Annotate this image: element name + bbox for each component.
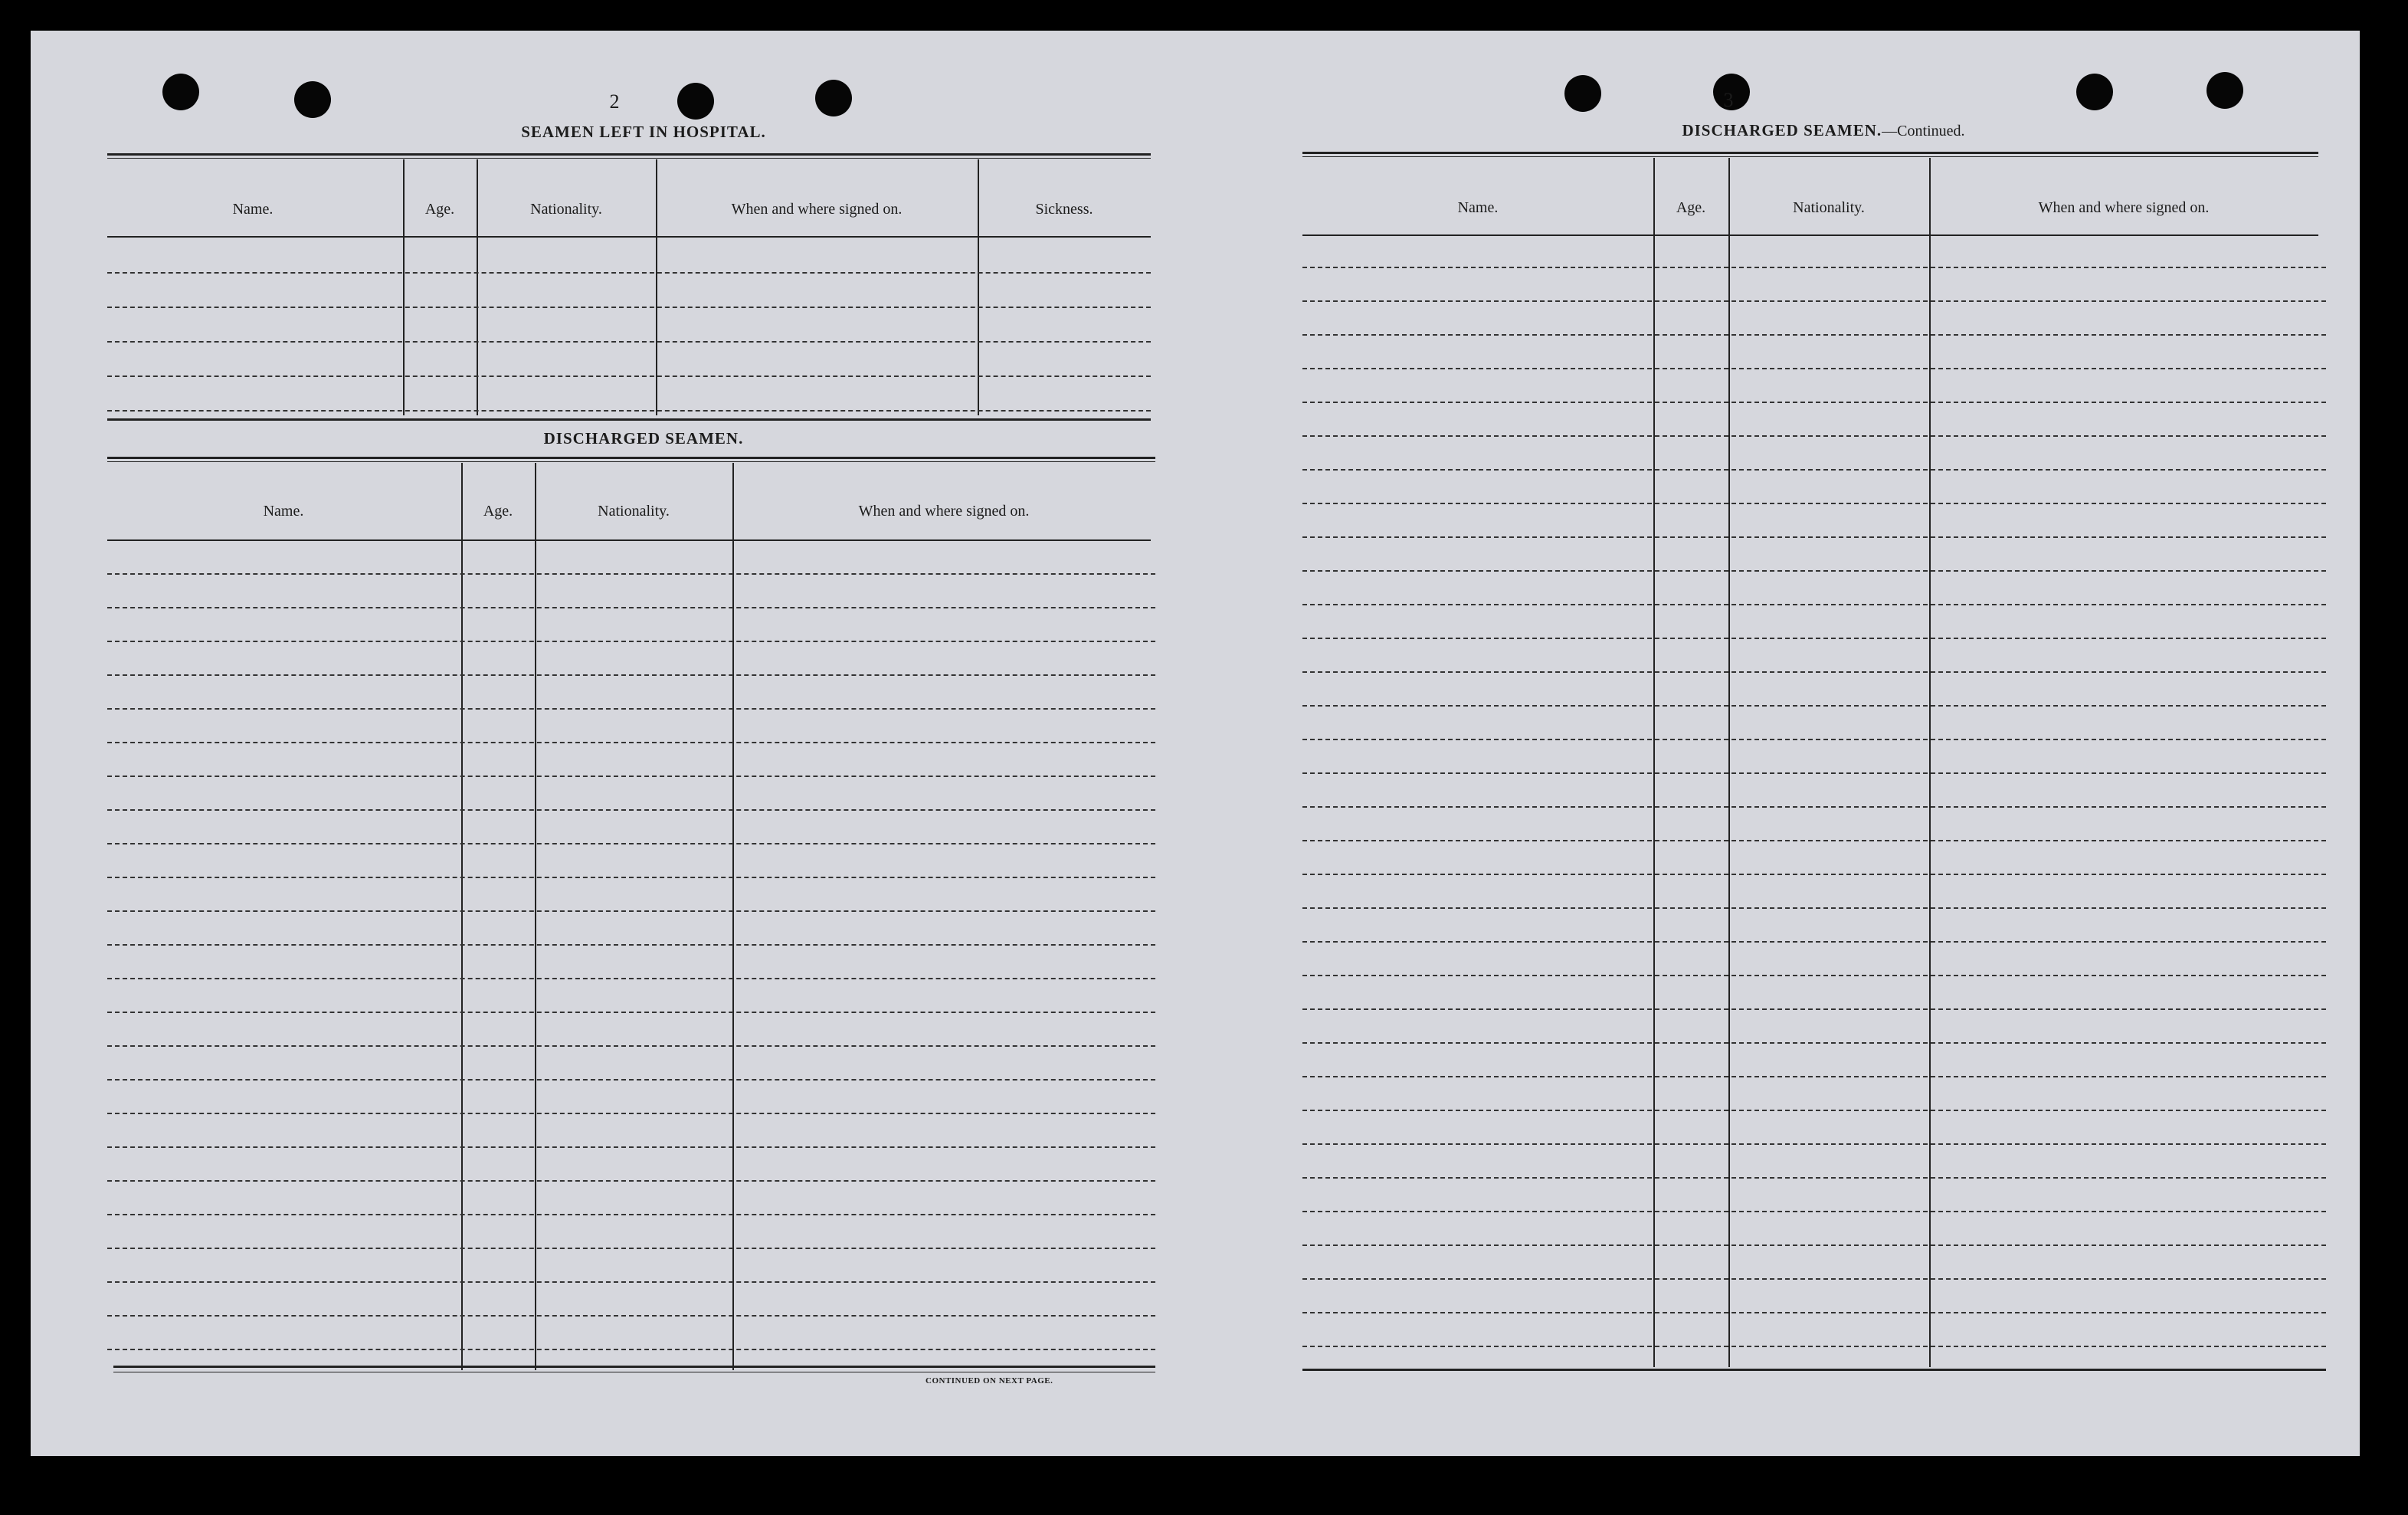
column-header-age: Age. <box>483 503 513 520</box>
form-row-line <box>107 307 1151 308</box>
discharged-section-title: DISCHARGED SEAMEN. <box>543 429 744 448</box>
form-row-line <box>1302 1110 2326 1111</box>
punch-hole <box>677 83 714 120</box>
form-row-line <box>1302 1312 2326 1313</box>
form-row-line <box>1302 1244 2326 1246</box>
title-continued: —Continued. <box>1882 123 1965 139</box>
form-row-line <box>107 1180 1155 1182</box>
column-header-nationality: Nationality. <box>530 201 602 218</box>
form-row-line <box>107 910 1155 912</box>
form-row-line <box>107 674 1155 676</box>
form-row-line <box>1302 806 2326 808</box>
form-row-line <box>1302 503 2326 504</box>
form-row-line <box>107 944 1155 946</box>
form-row-line <box>1302 874 2326 875</box>
form-row-line <box>107 809 1155 811</box>
document-scan <box>31 31 2360 1456</box>
title-main: DISCHARGED SEAMEN. <box>1682 121 1882 139</box>
page-number: 3 <box>1723 89 1734 111</box>
right-page <box>1195 31 2360 1456</box>
form-row-line <box>107 1315 1155 1317</box>
form-row-line <box>107 708 1155 710</box>
form-row-line <box>1302 536 2326 538</box>
form-row-line <box>1302 705 2326 707</box>
form-row-line <box>1302 638 2326 639</box>
hospital-table <box>107 153 1151 460</box>
punch-hole <box>815 80 852 116</box>
form-row-line <box>1302 1211 2326 1212</box>
column-header-age: Age. <box>1676 199 1706 216</box>
form-row-line <box>1302 570 2326 572</box>
column-header-sickness: Sickness. <box>1035 201 1093 218</box>
form-row-line <box>1302 772 2326 774</box>
punch-hole <box>1564 75 1601 112</box>
form-row-line <box>1302 975 2326 976</box>
form-row-line <box>107 641 1155 642</box>
form-row-line <box>107 1113 1155 1114</box>
form-row-line <box>1302 1076 2326 1077</box>
form-row-line <box>1302 469 2326 471</box>
form-row-line <box>1302 1278 2326 1280</box>
form-row-line <box>1302 671 2326 673</box>
column-header-name: Name. <box>1457 199 1499 216</box>
discharged-continued-title <box>1601 121 2046 140</box>
form-row-line <box>107 1281 1155 1283</box>
form-row-line <box>1302 1008 2326 1010</box>
punch-hole <box>294 81 331 118</box>
form-row-line <box>1302 300 2326 302</box>
form-row-line <box>1302 435 2326 437</box>
form-row-line <box>107 1045 1155 1047</box>
form-row-line <box>1302 840 2326 841</box>
form-row-line <box>1302 907 2326 909</box>
form-row-line <box>107 1349 1155 1350</box>
form-row-line <box>1302 739 2326 740</box>
form-row-line <box>107 1214 1155 1215</box>
form-row-line <box>107 607 1155 608</box>
column-header-name: Name. <box>263 503 304 520</box>
form-row-line <box>1302 334 2326 336</box>
form-row-line <box>107 1012 1155 1013</box>
form-row-line <box>107 1248 1155 1249</box>
form-row-line <box>107 978 1155 979</box>
column-header-nationality: Nationality. <box>598 503 670 520</box>
form-row-line <box>107 410 1151 412</box>
form-row-line <box>107 375 1151 377</box>
form-row-line <box>107 843 1155 844</box>
hospital-section-title: SEAMEN LEFT IN HOSPITAL. <box>521 123 766 141</box>
continued-footnote: CONTINUED ON NEXT PAGE. <box>926 1376 1053 1385</box>
left-page <box>31 31 1195 1456</box>
punch-hole <box>2207 72 2243 109</box>
form-row-line <box>107 742 1155 743</box>
column-header-signed-on: When and where signed on. <box>731 201 903 218</box>
form-row-line <box>1302 402 2326 403</box>
column-header-signed-on: When and where signed on. <box>2038 199 2210 216</box>
table-top-rule <box>107 153 1151 156</box>
form-row-line <box>1302 1346 2326 1347</box>
column-header-name: Name. <box>232 201 274 218</box>
form-row-line <box>1302 1177 2326 1179</box>
punch-hole <box>162 74 199 110</box>
form-row-line <box>1302 267 2326 268</box>
form-row-line <box>107 1079 1155 1081</box>
form-row-line <box>107 877 1155 878</box>
form-row-line <box>107 573 1155 575</box>
page-number: 2 <box>609 90 620 113</box>
discharged-table <box>107 457 1155 1422</box>
form-row-line <box>107 341 1151 343</box>
form-row-line <box>1302 1042 2326 1044</box>
form-row-line <box>1302 941 2326 943</box>
form-row-line <box>1302 1143 2326 1145</box>
form-row-line <box>1302 368 2326 369</box>
column-header-age: Age. <box>424 201 455 218</box>
form-row-line <box>1302 604 2326 605</box>
column-header-nationality: Nationality. <box>1793 199 1865 216</box>
form-row-line <box>107 1146 1155 1148</box>
punch-hole <box>2076 74 2113 110</box>
form-row-line <box>107 272 1151 274</box>
form-row-line <box>107 776 1155 777</box>
column-header-signed-on: When and where signed on. <box>858 503 1030 520</box>
discharged-continued-table <box>1302 152 2337 1416</box>
